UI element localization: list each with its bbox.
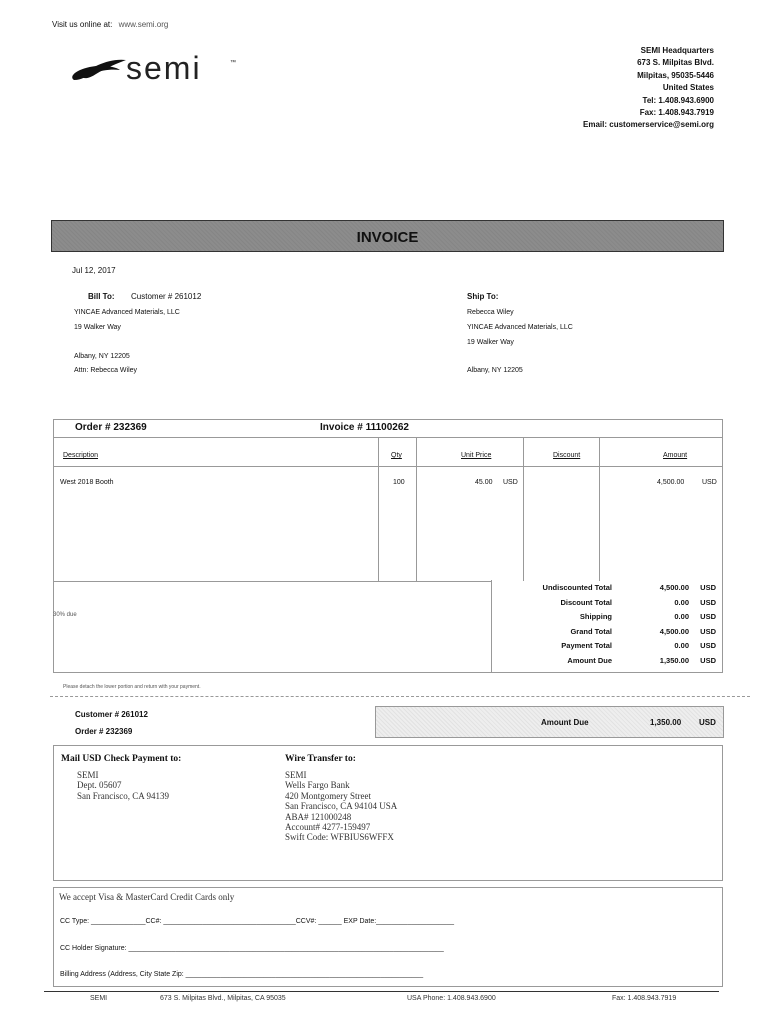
total-value: 1,350.00	[659, 655, 689, 665]
bill-to-line: Attn: Rebecca Wiley	[74, 367, 138, 374]
total-row-discount	[491, 598, 722, 613]
table-divider	[54, 466, 722, 467]
total-row-payment	[491, 641, 722, 656]
total-label: Payment Total	[561, 641, 612, 650]
wire-transfer-title: Wire Transfer to:	[285, 754, 356, 764]
wire-line: Account# 4277-159497	[285, 822, 371, 833]
table-divider	[54, 437, 722, 438]
bill-to-label: Bill To:	[88, 292, 115, 301]
amount-due-currency: USD	[699, 718, 716, 727]
item-qty: 100	[393, 479, 405, 486]
total-currency: USD	[700, 641, 716, 650]
ship-to-line: YINCAE Advanced Materials, LLC	[467, 324, 573, 331]
column-divider	[378, 437, 379, 581]
total-value: 4,500.00	[659, 626, 689, 636]
bill-to-line: 19 Walker Way	[74, 324, 121, 331]
column-header-unit-price: Unit Price	[461, 452, 492, 459]
column-divider	[523, 437, 524, 581]
total-row-grand	[491, 627, 722, 642]
cc-type-fields[interactable]: CC Type: ______________CC#: __________________________________CCV#: ______ EXP Date:____________________	[60, 918, 455, 925]
website-link[interactable]: www.semi.org	[118, 20, 169, 29]
payment-instructions	[53, 745, 723, 881]
column-header-amount: Amount	[663, 452, 688, 459]
total-label: Grand Total	[570, 626, 612, 636]
wire-line: Wells Fargo Bank	[285, 780, 350, 791]
ship-to-line: Rebecca Wiley	[467, 309, 514, 316]
footer-fax: Fax: 1.408.943.7919	[612, 995, 677, 1002]
footer-org: SEMI	[90, 995, 108, 1002]
column-divider	[416, 437, 417, 581]
total-currency: USD	[700, 583, 716, 592]
amount-due-value: 1,350.00	[650, 718, 682, 727]
total-currency: USD	[700, 655, 716, 665]
item-description: West 2018 Booth	[60, 479, 114, 486]
total-currency: USD	[700, 626, 716, 636]
column-divider	[599, 437, 600, 581]
item-unit-price: 45.00	[475, 479, 493, 486]
mail-line: SEMI	[77, 770, 99, 780]
bill-to-line: Albany, NY 12205	[74, 353, 130, 360]
hq-line: Milpitas, 95035-5446	[637, 70, 714, 80]
hq-line: SEMI Headquarters	[640, 46, 714, 55]
total-row-amount-due	[491, 656, 722, 671]
column-header-discount: Discount	[553, 452, 581, 459]
mail-line: Dept. 05607	[77, 780, 122, 791]
ship-to-line: Albany, NY 12205	[467, 367, 523, 374]
column-header-description: Description	[63, 452, 99, 459]
logo-trademark: ™	[230, 60, 236, 66]
totals-box	[491, 580, 722, 673]
mail-payment-title: Mail USD Check Payment to:	[61, 754, 182, 764]
hq-line: United States	[662, 83, 714, 93]
visit-us-text	[52, 20, 168, 29]
wire-line: ABA# 121000248	[285, 811, 352, 822]
total-row-shipping	[491, 612, 722, 627]
amount-due-box	[375, 706, 724, 738]
total-label: Amount Due	[567, 655, 612, 665]
wire-transfer-details	[285, 770, 397, 843]
total-value: 0.00	[674, 612, 689, 621]
total-row-undiscounted	[491, 583, 722, 598]
hq-line: Tel: 1.408.943.6900	[642, 95, 714, 105]
detach-line	[50, 696, 750, 697]
order-number: Order # 232369	[75, 422, 147, 433]
logo-wordmark: semi	[126, 50, 202, 86]
total-currency: USD	[700, 597, 716, 607]
remit-customer: Customer # 261012	[75, 710, 148, 719]
remit-order: Order # 232369	[75, 727, 133, 736]
cc-holder-signature-field[interactable]: CC Holder Signature: _________________________________________________________________________________	[60, 945, 444, 952]
total-label: Discount Total	[560, 597, 612, 607]
invoice-title: INVOICE	[51, 220, 724, 252]
total-label: Shipping	[579, 612, 612, 621]
cc-title: We accept Visa & MasterCard Credit Cards only	[59, 892, 235, 902]
headquarters-address	[583, 45, 714, 132]
total-currency: USD	[700, 612, 716, 621]
item-unit-currency: USD	[503, 479, 518, 486]
invoice-date: Jul 12, 2017	[72, 266, 116, 275]
wire-line: SEMI	[285, 770, 307, 780]
mail-line: San Francisco, CA 94139	[77, 790, 169, 801]
wire-line: Swift Code: WFBIUS6WFFX	[285, 832, 394, 843]
detach-note: Please detach the lower portion and return with your payment.	[63, 684, 201, 690]
footer-divider	[44, 991, 719, 992]
hq-email[interactable]: Email: customerservice@semi.org	[583, 120, 714, 130]
hq-line: 673 S. Milpitas Blvd.	[637, 58, 714, 68]
column-header-qty: Qty	[391, 452, 402, 459]
bill-to-customer: Customer # 261012	[131, 292, 202, 301]
mail-payment-address	[77, 770, 169, 801]
ship-to-line: 19 Walker Way	[467, 339, 514, 346]
item-amount-currency: USD	[702, 479, 717, 486]
footer-phone: USA Phone: 1.408.943.6900	[407, 995, 496, 1002]
wire-line: San Francisco, CA 94104 USA	[285, 801, 398, 812]
footer-address: 673 S. Milpitas Blvd., Milpitas, CA 95035	[160, 995, 286, 1002]
total-label: Undiscounted Total	[542, 583, 612, 592]
item-amount: 4,500.00	[657, 479, 685, 486]
payment-note: 30% due	[53, 612, 77, 618]
cc-billing-address-field[interactable]: Billing Address (Address, City State Zip: _____________________________________________________________	[60, 971, 424, 978]
total-value: 0.00	[674, 597, 689, 607]
credit-card-form	[53, 887, 723, 987]
invoice-number: Invoice # 11100262	[320, 422, 409, 433]
total-value: 0.00	[674, 641, 689, 650]
hq-line: Fax: 1.408.943.7919	[639, 108, 714, 118]
table-divider	[54, 581, 491, 582]
wire-line: 420 Montgomery Street	[285, 790, 371, 801]
amount-due-label: Amount Due	[541, 718, 589, 727]
total-value: 4,500.00	[659, 583, 689, 592]
ship-to-label: Ship To:	[467, 292, 499, 301]
visit-label: Visit us online at:	[52, 20, 113, 29]
bill-to-line: YINCAE Advanced Materials, LLC	[74, 309, 180, 316]
